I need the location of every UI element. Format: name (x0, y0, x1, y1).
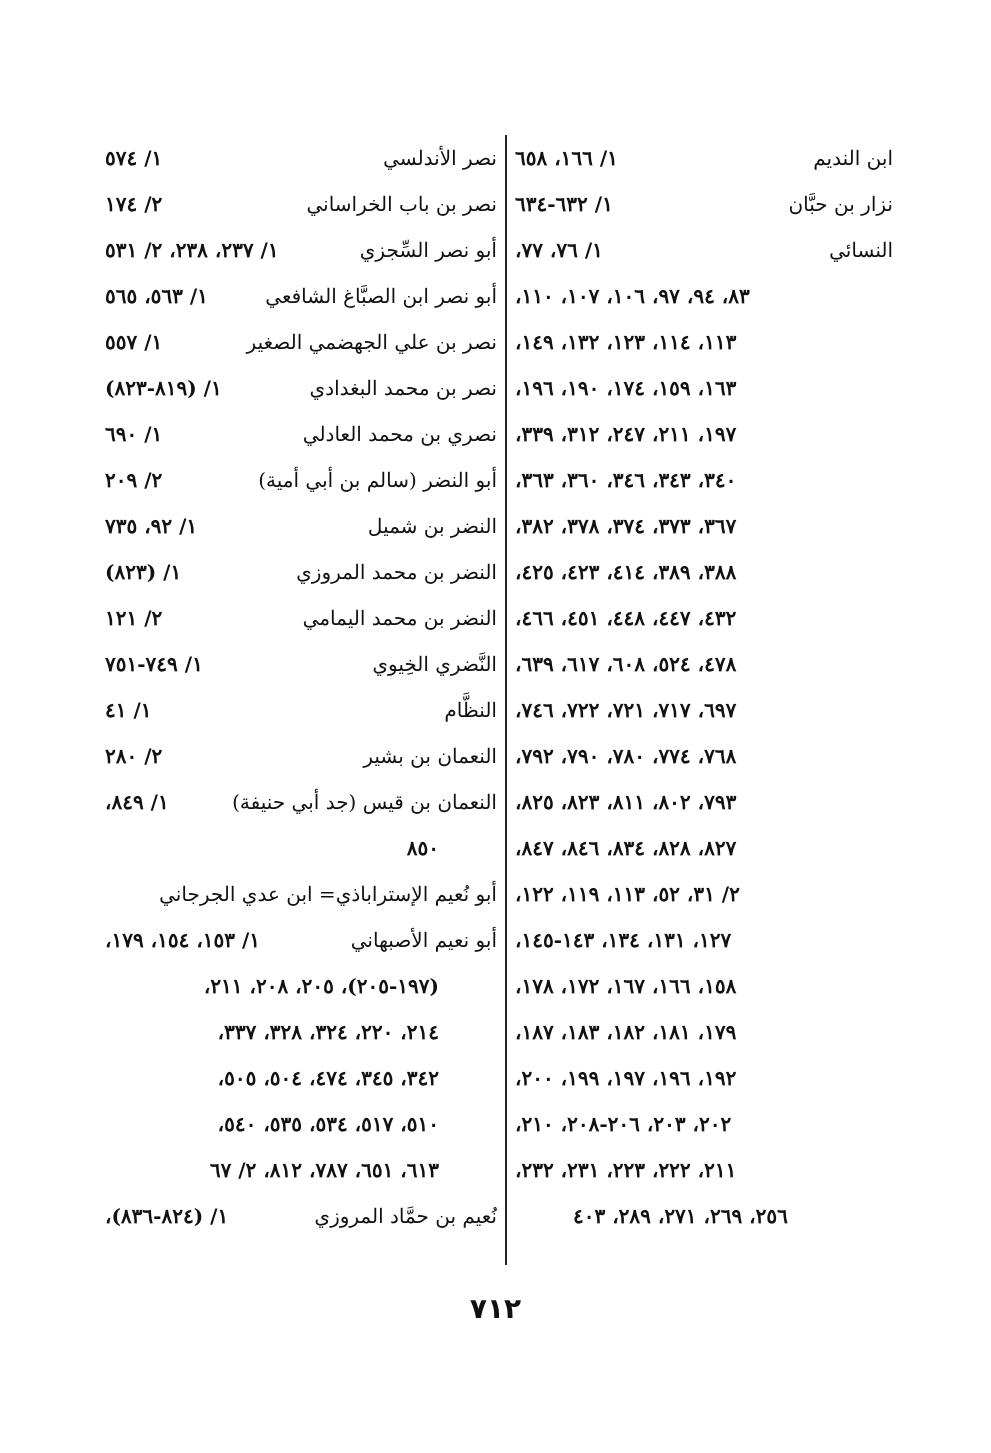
entry-refs: ٤٧٨، ٥٢٤، ٦٠٨، ٦١٧، ٦٣٩، (515, 652, 737, 676)
index-continuation (105, 825, 497, 871)
column-divider (505, 135, 507, 1265)
entry-refs: ٣٤٠، ٣٤٣، ٣٤٦، ٣٦٠، ٣٦٣، (515, 468, 737, 492)
entry-name: أبو نصر ابن الصبَّاغ الشافعي (265, 284, 497, 308)
entry-refs: ١٧٩، ١٨١، ١٨٢، ١٨٣، ١٨٧، (515, 1020, 737, 1044)
index-continuation (515, 641, 893, 687)
entry-refs: ٣٤٢، ٣٤٥، ٤٧٤، ٥٠٤، ٥٠٥، (217, 1066, 439, 1090)
entry-name: أبو نصر السِّجزي (359, 238, 497, 262)
entry-refs: ١/ ٧٦، ٧٧، (515, 238, 603, 262)
entry-refs: ٨٥٠ (406, 836, 439, 860)
entry-refs: ٧٩٣، ٨٠٢، ٨١١، ٨٢٣، ٨٢٥، (515, 790, 737, 814)
index-entry (105, 181, 497, 227)
entry-name: نصر الأندلسي (383, 146, 497, 170)
index-continuation (515, 273, 893, 319)
index-continuation (515, 319, 893, 365)
entry-refs: ١٩٧، ٢١١، ٢٤٧، ٣١٢، ٣٣٩، (515, 422, 737, 446)
entry-refs: ٢٠٢، ٢٠٣، ٢٠٦-٢٠٨، ٢١٠، (515, 1112, 732, 1136)
index-continuation (515, 687, 893, 733)
index-column-right (515, 135, 893, 1260)
entry-refs: ١/ ٨٤٩، (105, 790, 169, 814)
index-continuation (515, 1193, 893, 1239)
entry-name: نزار بن حبَّان (788, 192, 893, 216)
index-entry (515, 181, 893, 227)
entry-name: ابن النديم (813, 146, 893, 170)
entry-refs: ١/ ١٦٦، ٦٥٨ (515, 146, 618, 170)
index-continuation (105, 963, 497, 1009)
index-continuation (515, 411, 893, 457)
entry-refs: ١٩٢، ١٩٦، ١٩٧، ١٩٩، ٢٠٠، (515, 1066, 737, 1090)
index-entry (105, 503, 497, 549)
entry-name: نصر بن علي الجهضمي الصغير (246, 330, 497, 354)
entry-refs: ١/ ٧٤٩-٧٥١ (105, 652, 203, 676)
entry-name: النعمان بن بشير (363, 744, 497, 768)
entry-refs: ١/ ٦٣٢-٦٣٤ (515, 192, 613, 216)
entry-name: النظَّام (444, 698, 497, 722)
entry-refs: ١/ ٢٣٧، ٢٣٨، ٢/ ٥٣١ (105, 238, 279, 262)
index-entry (105, 871, 497, 917)
index-entry (105, 549, 497, 595)
index-entry (105, 319, 497, 365)
entry-refs: (١٩٧-٢٠٥)، ٢٠٥، ٢٠٨، ٢١١، (203, 974, 439, 998)
index-continuation (515, 963, 893, 1009)
index-continuation (105, 1101, 497, 1147)
entry-refs: ١١٣، ١١٤، ١٢٣، ١٣٢، ١٤٩، (515, 330, 737, 354)
entry-refs: ١/ ٥٥٧ (105, 330, 163, 354)
index-column-left (105, 135, 497, 1260)
entry-refs: ١٦٣، ١٥٩، ١٧٤، ١٩٠، ١٩٦، (515, 376, 737, 400)
index-entry (105, 411, 497, 457)
index-entry (105, 365, 497, 411)
entry-refs: ٢/ ٢٠٩ (105, 468, 163, 492)
index-continuation (515, 1055, 893, 1101)
page-number: ٧١٢ (469, 1292, 522, 1325)
index-entry (105, 1193, 497, 1239)
index-continuation (515, 779, 893, 825)
entry-refs: ٨٢٧، ٨٢٨، ٨٣٤، ٨٤٦، ٨٤٧، (515, 836, 737, 860)
entry-refs: ٦٩٧، ٧١٧، ٧٢١، ٧٢٢، ٧٤٦، (515, 698, 737, 722)
entry-refs: ١/ ٥٧٤ (105, 146, 163, 170)
entry-refs: ١/ ٩٢، ٧٣٥ (105, 514, 198, 538)
entry-refs: ٣٦٧، ٣٧٣، ٣٧٤، ٣٧٨، ٣٨٢، (515, 514, 737, 538)
entry-refs: ١/ (٨١٩-٨٢٣) (105, 376, 222, 400)
entry-refs: ٨٣، ٩٤، ٩٧، ١٠٦، ١٠٧، ١١٠، (515, 284, 750, 308)
index-entry (105, 227, 497, 273)
entry-name: النضر بن محمد المروزي (296, 560, 497, 584)
entry-refs: ١/ ٥٦٣، ٥٦٥ (105, 284, 208, 308)
entry-refs: ١/ (٨٢٤-٨٣٦)، (105, 1204, 229, 1228)
entry-name: نصر بن محمد البغدادي (309, 376, 497, 400)
entry-name: النضر بن شميل (367, 514, 497, 538)
entry-refs: ٢١٤، ٢٢٠، ٣٢٤، ٣٢٨، ٣٣٧، (217, 1020, 439, 1044)
entry-refs: ٣٨٨، ٣٨٩، ٤١٤، ٤٢٣، ٤٢٥، (515, 560, 737, 584)
index-continuation (105, 1147, 497, 1193)
entry-name: أبو نعيم الأصبهاني (350, 928, 497, 952)
index-entry (515, 135, 893, 181)
index-continuation (515, 1147, 893, 1193)
entry-name: النَّضري الخِيوي (372, 652, 497, 676)
entry-name: النضر بن محمد اليمامي (302, 606, 497, 630)
index-continuation (515, 917, 893, 963)
entry-name: نصر بن باب الخراساني (306, 192, 497, 216)
index-entry (105, 595, 497, 641)
index-continuation (515, 549, 893, 595)
index-entry (515, 227, 893, 273)
index-entry (105, 273, 497, 319)
entry-name: أبو النضر (سالم بن أبي أمية) (258, 468, 497, 492)
index-entry (105, 733, 497, 779)
index-entry (105, 457, 497, 503)
index-continuation (515, 733, 893, 779)
entry-refs: ١٥٨، ١٦٦، ١٦٧، ١٧٢، ١٧٨، (515, 974, 737, 998)
index-continuation (515, 871, 893, 917)
entry-name: أبو نُعيم الإستراباذي= ابن عدي الجرجاني (159, 882, 497, 906)
index-continuation (515, 365, 893, 411)
entry-refs: ٢/ ١٢١ (105, 606, 163, 630)
index-continuation (105, 1009, 497, 1055)
index-entry (105, 779, 497, 825)
entry-name: نُعيم بن حمَّاد المروزي (314, 1204, 497, 1228)
index-entry (105, 135, 497, 181)
entry-name: نصري بن محمد العادلي (302, 422, 497, 446)
index-continuation (105, 1055, 497, 1101)
entry-refs: ٧٦٨، ٧٧٤، ٧٨٠، ٧٩٠، ٧٩٢، (515, 744, 737, 768)
index-continuation (515, 457, 893, 503)
entry-refs: ١/ ٤١ (105, 698, 152, 722)
index-continuation (515, 1009, 893, 1055)
entry-refs: ٢/ ٣١، ٥٢، ١١٣، ١١٩، ١٢٢، (515, 882, 740, 906)
entry-refs: ١/ ٦٩٠ (105, 422, 163, 446)
entry-refs: ١/ (٨٢٣) (105, 560, 182, 584)
index-continuation (515, 503, 893, 549)
entry-refs: ١٢٧، ١٣١، ١٣٤، ١٤٣-١٤٥، (515, 928, 732, 952)
entry-refs: ٥١٠، ٥١٧، ٥٣٤، ٥٣٥، ٥٤٠، (217, 1112, 439, 1136)
entry-refs: ٢/ ١٧٤ (105, 192, 163, 216)
index-entry (105, 687, 497, 733)
entry-refs: ٤٣٢، ٤٤٧، ٤٤٨، ٤٥١، ٤٦٦، (515, 606, 737, 630)
entry-refs: ٢٥٦، ٢٦٩، ٢٧١، ٢٨٩، ٤٠٣ (573, 1204, 788, 1228)
entry-name: النسائي (829, 238, 893, 262)
entry-name: النعمان بن قيس (جد أبي حنيفة) (232, 790, 497, 814)
index-entry (105, 641, 497, 687)
index-continuation (515, 1101, 893, 1147)
entry-refs: ٢/ ٢٨٠ (105, 744, 163, 768)
entry-refs: ١/ ١٥٣، ١٥٤، ١٧٩، (105, 928, 261, 952)
index-continuation (515, 595, 893, 641)
entry-refs: ٢١١، ٢٢٢، ٢٢٣، ٢٣١، ٢٣٢، (515, 1158, 737, 1182)
index-entry (105, 917, 497, 963)
index-continuation (515, 825, 893, 871)
entry-refs: ٦١٣، ٦٥١، ٧٨٧، ٨١٢، ٢/ ٦٧ (209, 1158, 439, 1182)
